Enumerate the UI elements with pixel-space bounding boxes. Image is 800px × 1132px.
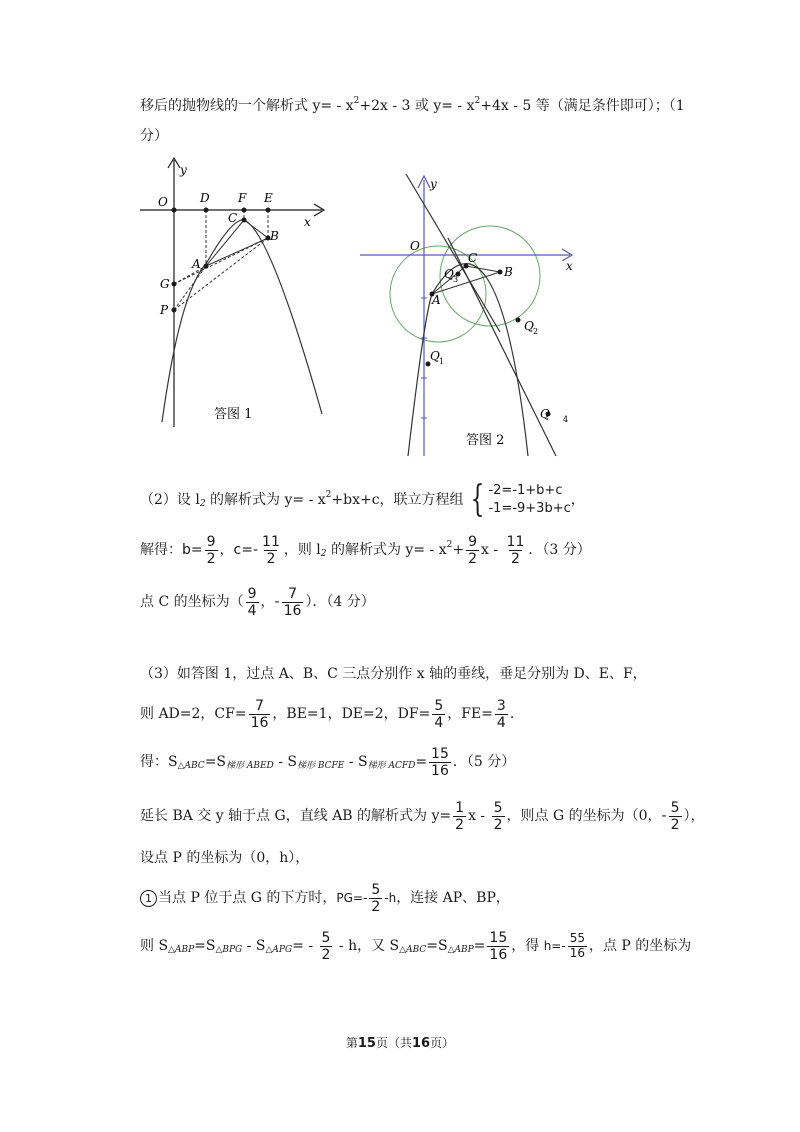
subscript: △ABP (168, 945, 195, 956)
text: - S (273, 754, 298, 771)
label-Q4-sub: 4 (563, 415, 569, 424)
fraction: $\frac{5}{2}$ (493, 800, 503, 834)
subscript: △ABC (399, 945, 427, 956)
text: ，BE=1，DE=2，DF= (272, 706, 431, 723)
label-B: B (270, 229, 279, 243)
label-y: y (180, 163, 187, 177)
text: =S (194, 938, 216, 955)
fraction: $\frac{5}{2}$ (321, 930, 331, 964)
label-Q3: Q (444, 267, 454, 281)
text-line-part3 (140, 666, 647, 683)
subscript: △ABP (447, 945, 474, 956)
label-Q1-sub: 1 (439, 357, 445, 366)
superscript: 2 (446, 540, 453, 551)
footer-text: 页（共 (375, 1036, 412, 1050)
equation-system: { -2=-1+b+c -1=-9+3b+c (470, 479, 571, 520)
footer-text: 页） (430, 1036, 455, 1050)
text: 的解析式为 y= - x (326, 542, 447, 559)
footer-text: 第 (345, 1036, 358, 1050)
subscript: 梯形 ACFD (367, 761, 416, 772)
circled-number: 1 (140, 890, 157, 907)
label-P: P (160, 303, 169, 317)
text: =S (426, 938, 448, 955)
fraction: $\frac{55}{16}$ (569, 931, 585, 961)
text: 的解析式为 y= - x (205, 491, 326, 508)
subscript: 2 (320, 549, 327, 560)
fraction: $\frac{9}{2}$ (206, 534, 216, 568)
fraction: $\frac{11}{2}$ (262, 534, 280, 568)
text-line-last (140, 930, 691, 963)
text: - h，又 S (334, 938, 400, 955)
label-C: C (468, 251, 478, 265)
figure-1-caption: 答图 1 (214, 407, 253, 422)
text: PG=- (336, 891, 368, 906)
subscript: 梯形 ABED (226, 761, 274, 772)
text: 当点 P 位于点 G 的下方时， (158, 890, 337, 907)
text: + (452, 542, 465, 559)
superscript: 2 (474, 96, 481, 106)
fraction: $\frac{9}{2}$ (468, 534, 477, 568)
text-line-area (140, 746, 515, 779)
text: ，点 P 的坐标为 (588, 938, 692, 955)
fraction: $\frac{11}{2}$ (506, 534, 525, 568)
label-x: x (304, 215, 311, 229)
text: 移后的抛物线的一个解析式 y= - x (140, 98, 354, 114)
label-Q2: Q (524, 319, 534, 333)
subscript: △BPG (215, 945, 243, 956)
fraction: $\frac{3}{4}$ (496, 698, 506, 732)
label-A: A (192, 257, 201, 271)
text: x - (481, 542, 503, 559)
figure-1 (140, 152, 336, 427)
text-line-2 (140, 128, 168, 145)
label-y: y (430, 177, 437, 191)
label-Q3-sub: 3 (453, 275, 459, 284)
text: 分） (140, 128, 168, 144)
text-line-lengths (140, 698, 514, 731)
fraction: $\frac{15}{16}$ (489, 930, 508, 964)
minus-sign: - (274, 594, 280, 611)
text: 延长 BA 交 y 轴于点 G，直线 AB 的解析式为 y= (140, 808, 452, 825)
superscript: 2 (353, 96, 360, 106)
fraction: $\frac{5}{2}$ (371, 882, 381, 916)
text-line-1 (140, 98, 685, 115)
label-O: O (158, 195, 168, 209)
text: b= (182, 542, 203, 559)
text: ，FE= (447, 706, 493, 723)
text: （3）如答图 1，过点 A、B、C 三点分别作 x 轴的垂线，垂足分别为 D、E、F， (140, 666, 647, 682)
total-pages: 16 (412, 1036, 431, 1051)
label-G: G (160, 277, 170, 291)
label-A: A (432, 293, 441, 307)
equation-row-2: -1=-9+3b+c (488, 501, 571, 516)
text: ，得 (511, 938, 544, 955)
text: h=- (543, 939, 566, 954)
subscript: △APG (265, 945, 293, 956)
fraction: $\frac{5}{2}$ (670, 800, 680, 834)
text: 设点 P 的坐标为（0，h）， (140, 850, 310, 866)
text: . (509, 706, 515, 723)
superscript: 2 (325, 489, 332, 500)
text: x - (468, 808, 490, 825)
minus-sign: - (661, 808, 667, 825)
text: = - (292, 938, 318, 955)
fraction: $\frac{7}{16}$ (250, 698, 269, 732)
text: 则 AD=2，CF= (140, 706, 247, 723)
text: ， (570, 491, 585, 508)
label-Q2-sub: 2 (533, 327, 539, 336)
text-line-system (140, 479, 585, 520)
text: 解得： (140, 542, 182, 559)
text-line-solve (140, 534, 591, 567)
text: ）．（4 分） (305, 594, 375, 611)
text: - S (344, 754, 368, 771)
text: +4x - 5 等（满足条件即可）；（1 (480, 98, 685, 114)
label-C: C (228, 211, 238, 225)
label-F: F (238, 191, 247, 205)
text-line-set-p (140, 850, 309, 867)
text: 则 S (140, 938, 169, 955)
label-B: B (504, 265, 513, 279)
subscript: △ABC (177, 761, 205, 772)
text: +bx+c，联立方程组 (331, 491, 464, 508)
label-D: D (200, 191, 210, 205)
figure-2 (360, 168, 590, 458)
fraction: $\frac{15}{16}$ (431, 746, 449, 780)
text-line-case1 (140, 882, 510, 915)
label-Q4: Q (540, 407, 550, 421)
text-line-point-c (140, 586, 375, 619)
fraction: $\frac{1}{2}$ (455, 800, 465, 834)
text: -h (384, 891, 397, 906)
text: 点 C 的坐标为（ (140, 594, 244, 611)
page-number: 15 (357, 1036, 376, 1051)
subscript: 梯形 BCFE (297, 761, 345, 772)
fraction: $\frac{9}{4}$ (247, 586, 257, 620)
fraction: $\frac{5}{4}$ (434, 698, 444, 732)
text: +2x - 3 或 y= - x (359, 98, 475, 114)
subscript: 2 (199, 498, 206, 509)
text: ，连接 AP、BP， (396, 890, 510, 907)
text-line-extend (140, 800, 705, 833)
label-Q1: Q (430, 349, 440, 363)
label-E: E (264, 191, 273, 205)
text: ，则 l (283, 542, 321, 559)
equation-row-1: -2=-1+b+c (488, 483, 563, 498)
text: ．（3 分） (528, 542, 591, 559)
figure-2-caption: 答图 2 (466, 433, 505, 448)
text: 得：S (140, 754, 178, 771)
label-x: x (566, 259, 573, 273)
text: ）， (683, 808, 705, 825)
text: - S (242, 938, 266, 955)
text: = (415, 754, 428, 771)
text: ， (260, 594, 275, 611)
label-O: O (410, 239, 420, 253)
fraction: $\frac{7}{16}$ (283, 586, 302, 620)
page-footer (0, 1034, 800, 1051)
text: ．（5 分） (452, 754, 516, 771)
text: = (473, 938, 486, 955)
text: （2）设 l (140, 491, 200, 508)
text: ，c=- (219, 542, 259, 559)
text: =S (204, 754, 227, 771)
text: ，则点 G 的坐标为（0， (506, 808, 662, 825)
